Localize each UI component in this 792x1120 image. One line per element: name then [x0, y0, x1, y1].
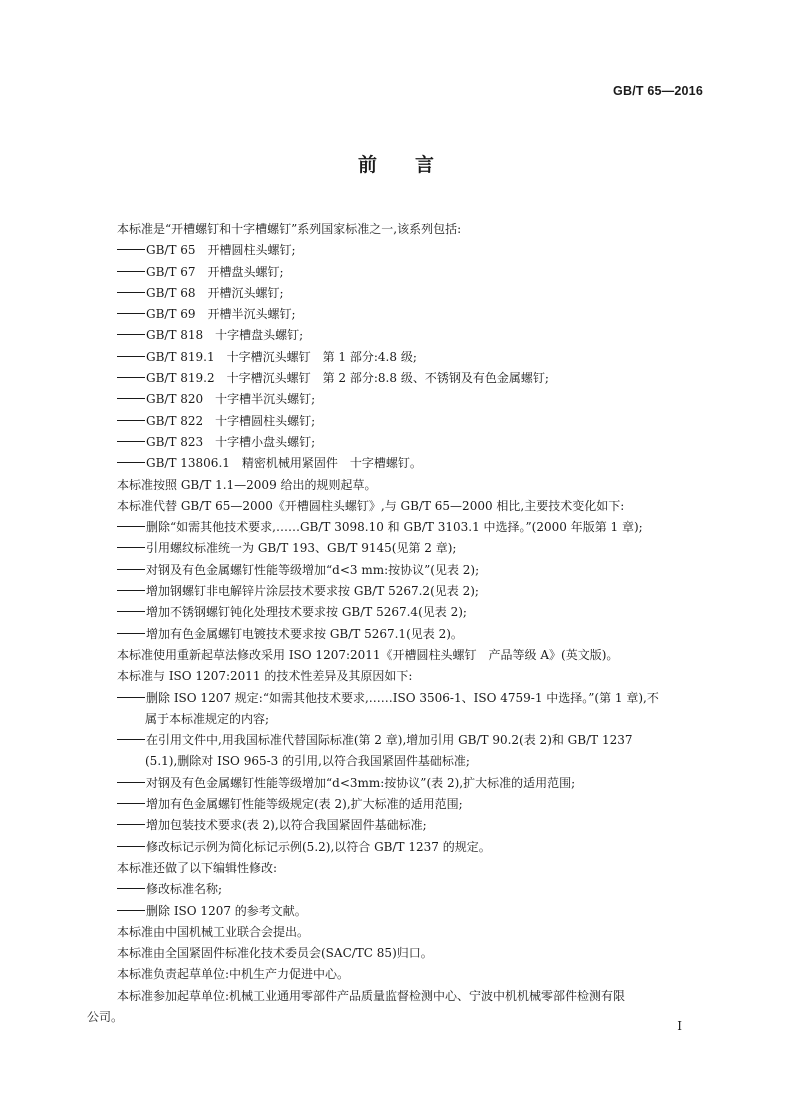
line-text: GB/T 820 十字槽半沉头螺钉;: [146, 392, 316, 407]
em-dash-bullet: [117, 846, 145, 847]
dash-list-item: [87, 581, 705, 602]
em-dash-bullet: [117, 462, 145, 463]
line-text: 本标准参加起草单位:机械工业通用零部件产品质量监督检测中心、宁波中机机械零部件检测有限: [117, 988, 626, 1003]
dash-list-item: [87, 304, 705, 325]
dash-list-item: [87, 538, 705, 559]
em-dash-bullet: [117, 824, 145, 825]
line-text: 增加有色金属螺钉电镀技术要求按 GB/T 5267.1(见表 2)。: [146, 626, 463, 641]
foreword-body: [87, 219, 705, 1028]
em-dash-bullet: [117, 420, 145, 421]
dash-list-item: [87, 879, 705, 900]
line-text: 增加不锈钢螺钉钝化处理技术要求按 GB/T 5267.4(见表 2);: [146, 605, 467, 620]
list-item-continuation: [87, 709, 705, 730]
dash-list-item: [87, 262, 705, 283]
em-dash-bullet: [117, 271, 145, 272]
line-text: GB/T 69 开槽半沉头螺钉;: [146, 307, 296, 322]
dash-list-item: [87, 368, 705, 389]
em-dash-bullet: [117, 249, 145, 250]
dash-list-item: [87, 624, 705, 645]
line-text: 删除 ISO 1207 规定:“如需其他技术要求,……ISO 3506-1、ISO 4759-1 中选择。”(第 1 章),不: [146, 690, 659, 705]
em-dash-bullet: [117, 611, 145, 612]
line-text: GB/T 68 开槽沉头螺钉;: [146, 285, 284, 300]
em-dash-bullet: [117, 334, 145, 335]
line-text: 本标准由中国机械工业联合会提出。: [117, 924, 310, 939]
dash-list-item: [87, 602, 705, 623]
dash-list-item: [87, 730, 705, 751]
dash-list-item: [87, 240, 705, 261]
line-text: 本标准负责起草单位:中机生产力促进中心。: [117, 967, 350, 982]
line-text: (5.1),删除对 ISO 965-3 的引用,以符合我国紧固件基础标准;: [145, 754, 470, 769]
line-text: 本标准与 ISO 1207:2011 的技术性差异及其原因如下:: [117, 669, 413, 684]
standard-code: GB/T 65—2016: [613, 84, 703, 98]
em-dash-bullet: [117, 910, 145, 911]
line-text: 增加有色金属螺钉性能等级规定(表 2),扩大标准的适用范围;: [146, 797, 463, 812]
line-text: 修改标准名称;: [146, 882, 223, 897]
paragraph-line: [87, 858, 705, 879]
page-title: [0, 150, 792, 177]
dash-list-item: [87, 347, 705, 368]
dash-list-item: [87, 517, 705, 538]
line-text: 增加包装技术要求(表 2),以符合我国紧固件基础标准;: [146, 818, 427, 833]
paragraph-line: [87, 943, 705, 964]
line-text: 本标准还做了以下编辑性修改:: [117, 860, 278, 875]
line-text: 引用螺纹标准统一为 GB/T 193、GB/T 9145(见第 2 章);: [146, 541, 457, 556]
line-text: GB/T 819.2 十字槽沉头螺钉 第 2 部分:8.8 级、不锈钢及有色金属螺钉;: [146, 371, 549, 386]
em-dash-bullet: [117, 526, 145, 527]
line-text: GB/T 65 开槽圆柱头螺钉;: [146, 243, 296, 258]
dash-list-item: [87, 794, 705, 815]
line-text: 本标准按照 GB/T 1.1—2009 给出的规则起草。: [117, 477, 377, 492]
paragraph-line: [87, 666, 705, 687]
em-dash-bullet: [117, 739, 145, 740]
dash-list-item: [87, 688, 705, 709]
line-text: GB/T 823 十字槽小盘头螺钉;: [146, 434, 316, 449]
dash-list-item: [87, 837, 705, 858]
dash-list-item: [87, 453, 705, 474]
em-dash-bullet: [117, 547, 145, 548]
em-dash-bullet: [117, 803, 145, 804]
em-dash-bullet: [117, 398, 145, 399]
em-dash-bullet: [117, 292, 145, 293]
em-dash-bullet: [117, 782, 145, 783]
line-text: 本标准使用重新起草法修改采用 ISO 1207:2011《开槽圆柱头螺钉 产品等级 A》(英文版)。: [117, 647, 619, 662]
em-dash-bullet: [117, 888, 145, 889]
line-text: 删除“如需其他技术要求,……GB/T 3098.10 和 GB/T 3103.1 中选择。”(2000 年版第 1 章);: [146, 520, 643, 535]
page-number: I: [677, 1019, 682, 1033]
line-text: 删除 ISO 1207 的参考文献。: [146, 903, 307, 918]
em-dash-bullet: [117, 441, 145, 442]
paragraph-line: [87, 922, 705, 943]
dash-list-item: [87, 432, 705, 453]
line-text: 本标准是“开槽螺钉和十字槽螺钉”系列国家标准之一,该系列包括:: [117, 222, 462, 236]
line-text: GB/T 13806.1 精密机械用紧固件 十字槽螺钉。: [146, 456, 422, 471]
em-dash-bullet: [117, 356, 145, 357]
line-text: 修改标记示例为简化标记示例(5.2),以符合 GB/T 1237 的规定。: [146, 839, 491, 854]
dash-list-item: [87, 815, 705, 836]
paragraph-line: [87, 475, 705, 496]
line-text: 属于本标准规定的内容;: [145, 711, 270, 726]
list-item-continuation: [87, 751, 705, 772]
paragraph-line: [87, 964, 705, 985]
line-text: 对钢及有色金属螺钉性能等级增加“d<3 mm:按协议”(见表 2);: [146, 562, 480, 577]
em-dash-bullet: [117, 569, 145, 570]
line-text: GB/T 819.1 十字槽沉头螺钉 第 1 部分:4.8 级;: [146, 349, 417, 364]
title-char-2: 言: [415, 154, 435, 176]
dash-list-item: [87, 560, 705, 581]
em-dash-bullet: [117, 377, 145, 378]
line-text: 对钢及有色金属螺钉性能等级增加“d<3mm:按协议”(表 2),扩大标准的适用范围;: [146, 775, 576, 790]
title-char-1: 前: [357, 154, 377, 176]
em-dash-bullet: [117, 590, 145, 591]
line-text: GB/T 818 十字槽盘头螺钉;: [146, 328, 304, 343]
paragraph-line: [87, 645, 705, 666]
paragraph-line: [87, 219, 705, 240]
line-text: 在引用文件中,用我国标准代替国际标准(第 2 章),增加引用 GB/T 90.2(表 2)和 GB/T 1237: [146, 733, 633, 748]
dash-list-item: [87, 411, 705, 432]
dash-list-item: [87, 773, 705, 794]
em-dash-bullet: [117, 633, 145, 634]
dash-list-item: [87, 389, 705, 410]
dash-list-item: [87, 283, 705, 304]
paragraph-continuation: [87, 1007, 705, 1028]
dash-list-item: [87, 901, 705, 922]
paragraph-line: [87, 496, 705, 517]
line-text: 增加钢螺钉非电解锌片涂层技术要求按 GB/T 5267.2(见表 2);: [146, 584, 479, 599]
dash-list-item: [87, 325, 705, 346]
paragraph-line: [87, 986, 705, 1007]
line-text: GB/T 822 十字槽圆柱头螺钉;: [146, 413, 316, 428]
line-text: 公司。: [87, 1009, 124, 1024]
line-text: 本标准代替 GB/T 65—2000《开槽圆柱头螺钉》,与 GB/T 65—2000 相比,主要技术变化如下:: [117, 498, 625, 513]
line-text: 本标准由全国紧固件标准化技术委员会(SAC/TC 85)归口。: [117, 946, 433, 961]
em-dash-bullet: [117, 313, 145, 314]
line-text: GB/T 67 开槽盘头螺钉;: [146, 264, 284, 279]
em-dash-bullet: [117, 697, 145, 698]
